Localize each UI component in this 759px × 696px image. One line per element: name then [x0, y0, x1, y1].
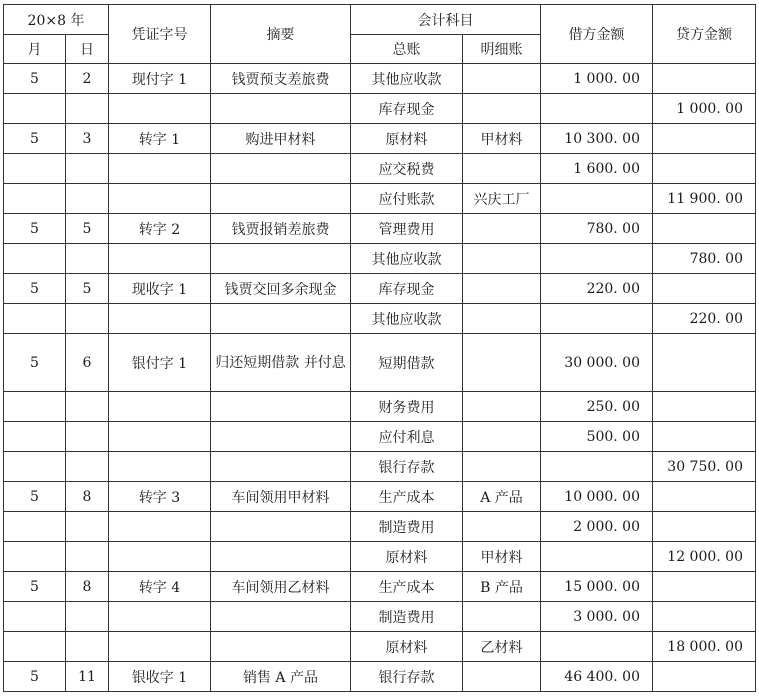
- table-row: [4, 452, 756, 482]
- voucher-cell: 银付字 1: [109, 334, 211, 392]
- general-ledger-cell: 银行存款: [351, 662, 463, 692]
- table-header: [4, 5, 756, 64]
- sub-ledger-cell: A 产品: [463, 482, 541, 512]
- table-row: [4, 482, 756, 512]
- credit-amount-cell: [653, 274, 756, 304]
- table-row: [4, 512, 756, 542]
- voucher-cell: [109, 632, 211, 662]
- day-cell: [66, 512, 109, 542]
- credit-amount-cell: [653, 392, 756, 422]
- summary-cell: [211, 94, 351, 124]
- credit-amount-cell: [653, 214, 756, 244]
- general-ledger-cell: 制造费用: [351, 602, 463, 632]
- debit-amount-cell: [541, 542, 653, 572]
- sub-ledger-cell: B 产品: [463, 572, 541, 602]
- month-cell: [4, 304, 66, 334]
- credit-amount-cell: [653, 512, 756, 542]
- debit-amount-cell: 2 000. 00: [541, 512, 653, 542]
- summary-cell: [211, 392, 351, 422]
- general-ledger-cell: 应付账款: [351, 184, 463, 214]
- month-cell: [4, 94, 66, 124]
- month-cell: 5: [4, 214, 66, 244]
- day-cell: 6: [66, 334, 109, 392]
- voucher-cell: 现收字 1: [109, 274, 211, 304]
- general-ledger-cell: 生产成本: [351, 572, 463, 602]
- voucher-cell: 银收字 1: [109, 662, 211, 692]
- sub-ledger-cell: [463, 64, 541, 94]
- day-cell: 8: [66, 482, 109, 512]
- voucher-cell: 转字 1: [109, 124, 211, 154]
- summary-cell: [211, 304, 351, 334]
- debit-amount-cell: 1 000. 00: [541, 64, 653, 94]
- voucher-cell: [109, 512, 211, 542]
- credit-amount-cell: [653, 64, 756, 94]
- table-row: [4, 124, 756, 154]
- summary-cell: 购进甲材料: [211, 124, 351, 154]
- credit-amount-cell: [653, 662, 756, 692]
- credit-amount-cell: [653, 572, 756, 602]
- voucher-cell: [109, 154, 211, 184]
- month-cell: 5: [4, 64, 66, 94]
- debit-amount-cell: 1 600. 00: [541, 154, 653, 184]
- sub-ledger-cell: 兴庆工厂: [463, 184, 541, 214]
- general-ledger-cell: 应交税费: [351, 154, 463, 184]
- day-cell: [66, 542, 109, 572]
- summary-cell: [211, 184, 351, 214]
- debit-amount-cell: 30 000. 00: [541, 334, 653, 392]
- summary-cell: 销售 A 产品: [211, 662, 351, 692]
- general-ledger-cell: 其他应收款: [351, 304, 463, 334]
- credit-amount-cell: [653, 482, 756, 512]
- sub-ledger-cell: 甲材料: [463, 124, 541, 154]
- voucher-cell: 转字 2: [109, 214, 211, 244]
- sub-ledger-cell: [463, 244, 541, 274]
- month-cell: 5: [4, 482, 66, 512]
- credit-amount-cell: 18 000. 00: [653, 632, 756, 662]
- day-cell: 5: [66, 214, 109, 244]
- summary-header: 摘要: [211, 5, 351, 64]
- month-cell: [4, 422, 66, 452]
- month-cell: 5: [4, 274, 66, 304]
- general-ledger-cell: 库存现金: [351, 274, 463, 304]
- credit-amount-cell: 780. 00: [653, 244, 756, 274]
- table-row: [4, 184, 756, 214]
- month-cell: [4, 452, 66, 482]
- summary-cell: [211, 512, 351, 542]
- debit-amount-cell: 250. 00: [541, 392, 653, 422]
- sub-ledger-cell: [463, 392, 541, 422]
- table-row: [4, 602, 756, 632]
- credit-amount-cell: 1 000. 00: [653, 94, 756, 124]
- general-ledger-cell: 银行存款: [351, 452, 463, 482]
- day-cell: [66, 422, 109, 452]
- month-cell: [4, 512, 66, 542]
- sub-ledger-cell: [463, 452, 541, 482]
- voucher-cell: [109, 304, 211, 334]
- table-row: [4, 662, 756, 692]
- month-header: 月: [4, 35, 66, 64]
- account-header: 会计科目: [351, 5, 541, 35]
- month-cell: 5: [4, 334, 66, 392]
- voucher-cell: [109, 542, 211, 572]
- general-ledger-cell: 制造费用: [351, 512, 463, 542]
- credit-amount-cell: 11 900. 00: [653, 184, 756, 214]
- sub-ledger-cell: [463, 94, 541, 124]
- general-ledger-cell: 原材料: [351, 542, 463, 572]
- credit-amount-cell: 30 750. 00: [653, 452, 756, 482]
- month-cell: 5: [4, 662, 66, 692]
- summary-cell: 钱贾交回多余现金: [211, 274, 351, 304]
- day-cell: 8: [66, 572, 109, 602]
- general-ledger-cell: 其他应收款: [351, 244, 463, 274]
- voucher-cell: [109, 184, 211, 214]
- table-row: [4, 422, 756, 452]
- table-row: [4, 392, 756, 422]
- debit-amount-cell: 220. 00: [541, 274, 653, 304]
- day-cell: 2: [66, 64, 109, 94]
- sub-ledger-cell: [463, 304, 541, 334]
- day-cell: [66, 244, 109, 274]
- table-row: [4, 64, 756, 94]
- voucher-cell: 转字 4: [109, 572, 211, 602]
- day-cell: [66, 602, 109, 632]
- month-cell: [4, 392, 66, 422]
- month-cell: 5: [4, 572, 66, 602]
- month-cell: [4, 154, 66, 184]
- summary-cell: [211, 154, 351, 184]
- day-cell: [66, 184, 109, 214]
- voucher-cell: 现付字 1: [109, 64, 211, 94]
- table-row: [4, 154, 756, 184]
- credit-amount-cell: [653, 422, 756, 452]
- day-cell: 5: [66, 274, 109, 304]
- general-ledger-cell: 原材料: [351, 124, 463, 154]
- month-cell: 5: [4, 124, 66, 154]
- debit-amount-cell: 780. 00: [541, 214, 653, 244]
- general-ledger-cell: 生产成本: [351, 482, 463, 512]
- credit-amount-cell: [653, 334, 756, 392]
- month-cell: [4, 542, 66, 572]
- general-ledger-header: 总账: [351, 35, 463, 64]
- credit-amount-cell: [653, 154, 756, 184]
- debit-header: 借方金额: [541, 5, 653, 64]
- debit-amount-cell: [541, 452, 653, 482]
- sub-ledger-cell: [463, 274, 541, 304]
- table-row: [4, 542, 756, 572]
- sub-ledger-cell: [463, 602, 541, 632]
- table-row: [4, 274, 756, 304]
- day-cell: [66, 452, 109, 482]
- voucher-cell: [109, 94, 211, 124]
- general-ledger-cell: 其他应收款: [351, 64, 463, 94]
- voucher-cell: [109, 392, 211, 422]
- credit-amount-cell: [653, 124, 756, 154]
- summary-cell: [211, 632, 351, 662]
- sub-ledger-header: 明细账: [463, 35, 541, 64]
- summary-cell: [211, 452, 351, 482]
- general-ledger-cell: 应付利息: [351, 422, 463, 452]
- debit-amount-cell: [541, 184, 653, 214]
- day-cell: [66, 392, 109, 422]
- table-row: [4, 304, 756, 334]
- sub-ledger-cell: [463, 422, 541, 452]
- voucher-no-header: 凭证字号: [109, 5, 211, 64]
- day-cell: [66, 94, 109, 124]
- summary-cell: [211, 602, 351, 632]
- debit-amount-cell: 3 000. 00: [541, 602, 653, 632]
- month-cell: [4, 244, 66, 274]
- day-cell: [66, 632, 109, 662]
- debit-amount-cell: 46 400. 00: [541, 662, 653, 692]
- summary-cell: [211, 422, 351, 452]
- day-cell: 3: [66, 124, 109, 154]
- day-cell: 11: [66, 662, 109, 692]
- debit-amount-cell: [541, 94, 653, 124]
- debit-amount-cell: 500. 00: [541, 422, 653, 452]
- sub-ledger-cell: 甲材料: [463, 542, 541, 572]
- summary-cell: 车间领用乙材料: [211, 572, 351, 602]
- summary-cell: [211, 542, 351, 572]
- voucher-cell: 转字 3: [109, 482, 211, 512]
- year-header: 20×8 年: [4, 5, 109, 35]
- month-cell: [4, 184, 66, 214]
- table-body: [4, 64, 756, 692]
- summary-cell: 归还短期借款 并付息: [211, 334, 351, 392]
- general-ledger-cell: 短期借款: [351, 334, 463, 392]
- day-header: 日: [66, 35, 109, 64]
- day-cell: [66, 304, 109, 334]
- general-ledger-cell: 管理费用: [351, 214, 463, 244]
- debit-amount-cell: [541, 304, 653, 334]
- debit-amount-cell: [541, 244, 653, 274]
- table-row: [4, 94, 756, 124]
- sub-ledger-cell: 乙材料: [463, 632, 541, 662]
- sub-ledger-cell: [463, 334, 541, 392]
- debit-amount-cell: 10 000. 00: [541, 482, 653, 512]
- table-row: [4, 632, 756, 662]
- sub-ledger-cell: [463, 662, 541, 692]
- debit-amount-cell: 10 300. 00: [541, 124, 653, 154]
- sub-ledger-cell: [463, 214, 541, 244]
- debit-amount-cell: 15 000. 00: [541, 572, 653, 602]
- general-ledger-cell: 库存现金: [351, 94, 463, 124]
- table-row: [4, 572, 756, 602]
- table-row: [4, 214, 756, 244]
- debit-amount-cell: [541, 632, 653, 662]
- credit-header: 贷方金额: [653, 5, 756, 64]
- summary-cell: 钱贾报销差旅费: [211, 214, 351, 244]
- voucher-cell: [109, 452, 211, 482]
- general-ledger-cell: 财务费用: [351, 392, 463, 422]
- credit-amount-cell: [653, 602, 756, 632]
- credit-amount-cell: 220. 00: [653, 304, 756, 334]
- table-row: [4, 244, 756, 274]
- sub-ledger-cell: [463, 512, 541, 542]
- summary-cell: [211, 244, 351, 274]
- voucher-cell: [109, 422, 211, 452]
- sub-ledger-cell: [463, 154, 541, 184]
- month-cell: [4, 602, 66, 632]
- table-row: [4, 334, 756, 392]
- general-ledger-cell: 原材料: [351, 632, 463, 662]
- day-cell: [66, 154, 109, 184]
- summary-cell: 车间领用甲材料: [211, 482, 351, 512]
- summary-cell: 钱贾预支差旅费: [211, 64, 351, 94]
- voucher-cell: [109, 244, 211, 274]
- month-cell: [4, 632, 66, 662]
- journal-table: [3, 4, 756, 692]
- voucher-cell: [109, 602, 211, 632]
- credit-amount-cell: 12 000. 00: [653, 542, 756, 572]
